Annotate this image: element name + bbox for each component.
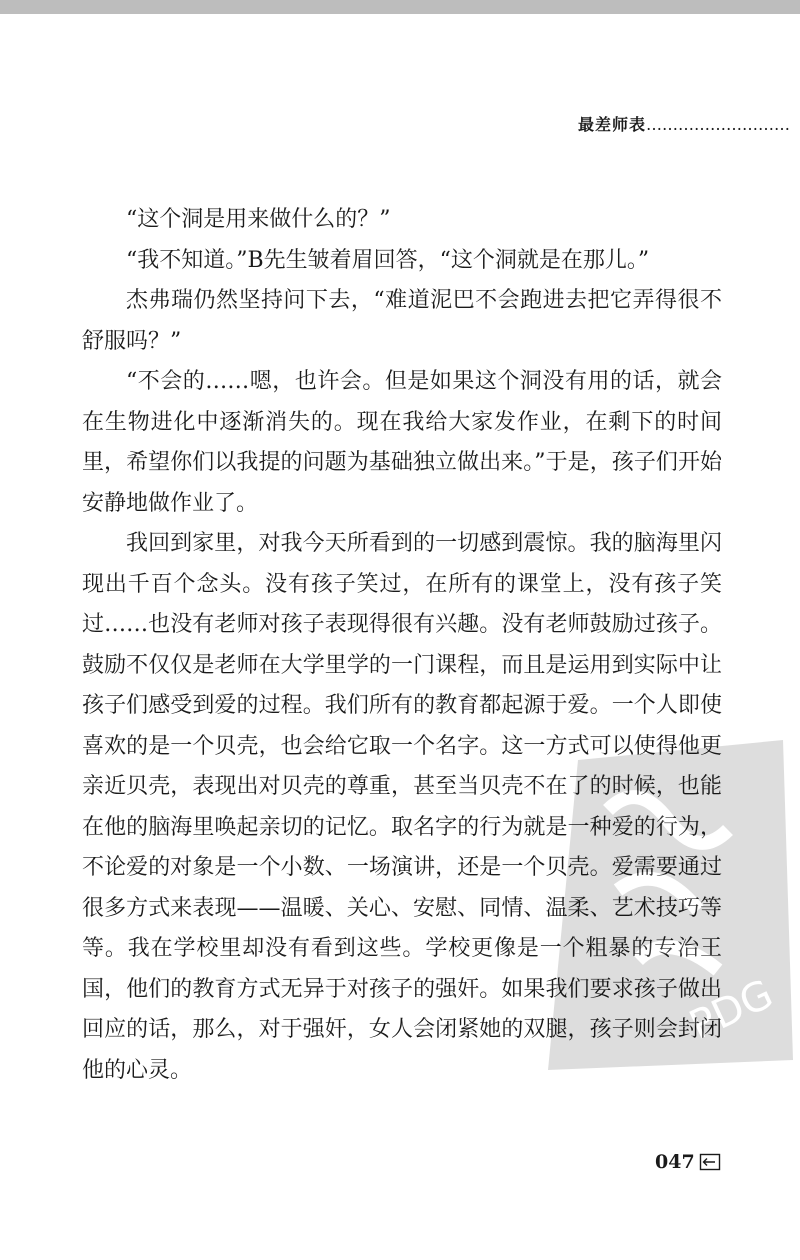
paragraph: “这个洞是用来做什么的？” bbox=[126, 207, 391, 232]
paragraph: “我不知道。”B先生皱着眉回答，“这个洞就是在那儿。” bbox=[126, 247, 650, 273]
paragraph: 我回到家里，对我今天所看到的一切感到震惊。我的脑海里闪现出千百个念头。没有孩子笑过，在所有的课堂上，没有孩子笑过……也没有老师对孩子表现得很有兴趣。没有老师鼓励过孩子。鼓励不仅仅是老师在大学里学的一门课程，而且是运用到实际中让孩子们感受到爱的过程。我们所有的教育都起源于爱。一个人即使喜欢的是一个贝壳，也会给它取一个名字。这一方式可以使得他更亲近贝壳，表现出对贝壳的尊重，甚至当贝壳不在了的时候，也能在他的脑海里唤起亲切的记忆。取名字的行为就是一种爱的行为，不论爱的对象是一个小数、一场演讲，还是一个贝壳。爱需要通过很多方式来表现——温暖、关心、安慰、同情、温柔、艺术技巧等等。我在学校里却没有看到这些。学校更像是一个粗暴的专治王国，他们的教育方式无异于对孩子的强奸。如果我们要求孩子做出回应的话，那么，对于强奸，女人会闭紧她的双腿，孩子则会封闭他的心灵。 bbox=[82, 531, 722, 1083]
running-header bbox=[578, 112, 790, 135]
watermark-text: PDG bbox=[682, 971, 781, 1050]
top-edge-shadow bbox=[0, 0, 800, 14]
paragraph: “不会的……嗯，也许会。但是如果这个洞没有用的话，就会在生物进化中逐渐消失的。现在我给大家发作业，在剩下的时间里，希望你们以我提的问题为基础独立做出来。”于是，孩子们开始安静地做作业了。 bbox=[82, 369, 722, 516]
page-arrow-icon bbox=[699, 1153, 721, 1171]
paragraph: 杰弗瑞仍然坚持问下去，“难道泥巴不会跑进去把它弄得很不舒服吗？” bbox=[82, 288, 722, 354]
running-title-leader: ……………………… bbox=[646, 115, 790, 134]
page-footer bbox=[655, 1151, 721, 1173]
running-title: 最差师表 bbox=[577, 115, 646, 134]
pdg-watermark-seal bbox=[548, 740, 793, 1070]
page-number: 047 bbox=[655, 1151, 695, 1173]
